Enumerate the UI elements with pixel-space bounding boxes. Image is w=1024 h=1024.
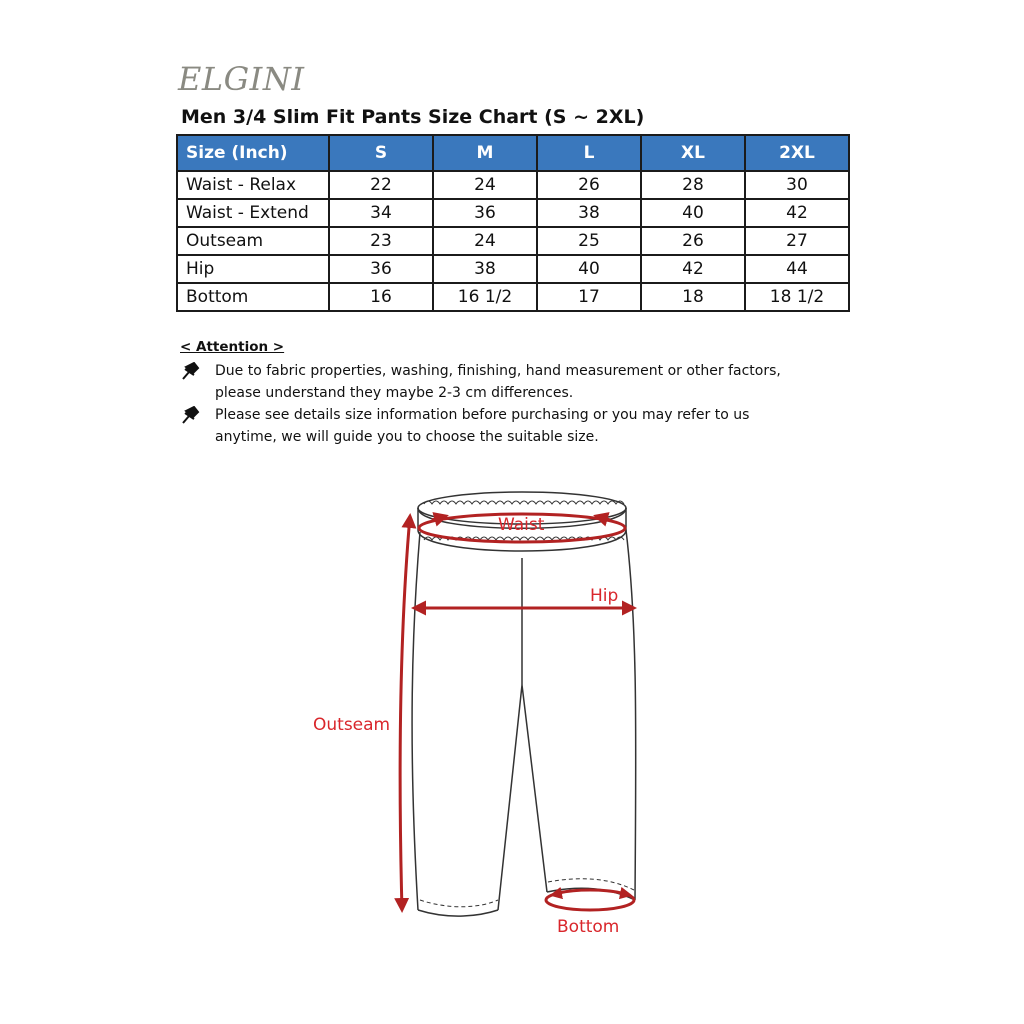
attention-note-text: Due to fabric properties, washing, finishing, hand measurement or other factors, please understand they maybe 2-3 cm differences. xyxy=(215,363,781,401)
attention-note-text: Please see details size information before purchasing or you may refer to us anytime, we will guide you to choose the suitable size. xyxy=(215,407,750,445)
brand-logo: ELGINI xyxy=(178,60,305,98)
header-size-m: M xyxy=(433,135,537,171)
header-size-label: Size (Inch) xyxy=(177,135,329,171)
row-label: Waist - Relax xyxy=(177,171,329,199)
table-cell: 26 xyxy=(537,171,641,199)
table-cell: 18 xyxy=(641,283,745,311)
table-cell: 30 xyxy=(745,171,849,199)
table-cell: 23 xyxy=(329,227,433,255)
header-size-xl: XL xyxy=(641,135,745,171)
table-cell: 44 xyxy=(745,255,849,283)
outseam-measure-line xyxy=(400,516,410,910)
table-row xyxy=(177,283,849,311)
table-cell: 36 xyxy=(433,199,537,227)
table-row xyxy=(177,255,849,283)
table-cell: 42 xyxy=(745,199,849,227)
table-cell: 24 xyxy=(433,227,537,255)
table-cell: 18 1/2 xyxy=(745,283,849,311)
header-size-l: L xyxy=(537,135,641,171)
table-cell: 40 xyxy=(537,255,641,283)
table-cell: 42 xyxy=(641,255,745,283)
header-size-s: S xyxy=(329,135,433,171)
pants-measurement-diagram xyxy=(300,480,660,950)
table-cell: 22 xyxy=(329,171,433,199)
outseam-label: Outseam xyxy=(313,715,391,735)
header-size-2xl: 2XL xyxy=(745,135,849,171)
pushpin-icon xyxy=(180,406,200,424)
table-cell: 28 xyxy=(641,171,745,199)
table-cell: 40 xyxy=(641,199,745,227)
table-header-row xyxy=(177,135,849,171)
table-cell: 34 xyxy=(329,199,433,227)
table-cell: 26 xyxy=(641,227,745,255)
table-row xyxy=(177,171,849,199)
pushpin-icon xyxy=(180,362,200,380)
table-cell: 36 xyxy=(329,255,433,283)
table-cell: 17 xyxy=(537,283,641,311)
table-cell: 16 xyxy=(329,283,433,311)
chart-title: Men 3/4 Slim Fit Pants Size Chart (S ~ 2XL) xyxy=(181,106,645,128)
table-cell: 24 xyxy=(433,171,537,199)
table-cell: 16 1/2 xyxy=(433,283,537,311)
table-cell: 38 xyxy=(433,255,537,283)
bottom-label: Bottom xyxy=(557,917,620,937)
attention-heading: < Attention > xyxy=(180,339,285,355)
row-label: Hip xyxy=(177,255,329,283)
row-label: Waist - Extend xyxy=(177,199,329,227)
table-cell: 38 xyxy=(537,199,641,227)
row-label: Bottom xyxy=(177,283,329,311)
table-cell: 27 xyxy=(745,227,849,255)
waist-label: Waist xyxy=(498,515,545,535)
size-table xyxy=(176,134,850,312)
table-row xyxy=(177,227,849,255)
table-cell: 25 xyxy=(537,227,641,255)
hip-label: Hip xyxy=(590,586,619,606)
table-row xyxy=(177,199,849,227)
row-label: Outseam xyxy=(177,227,329,255)
